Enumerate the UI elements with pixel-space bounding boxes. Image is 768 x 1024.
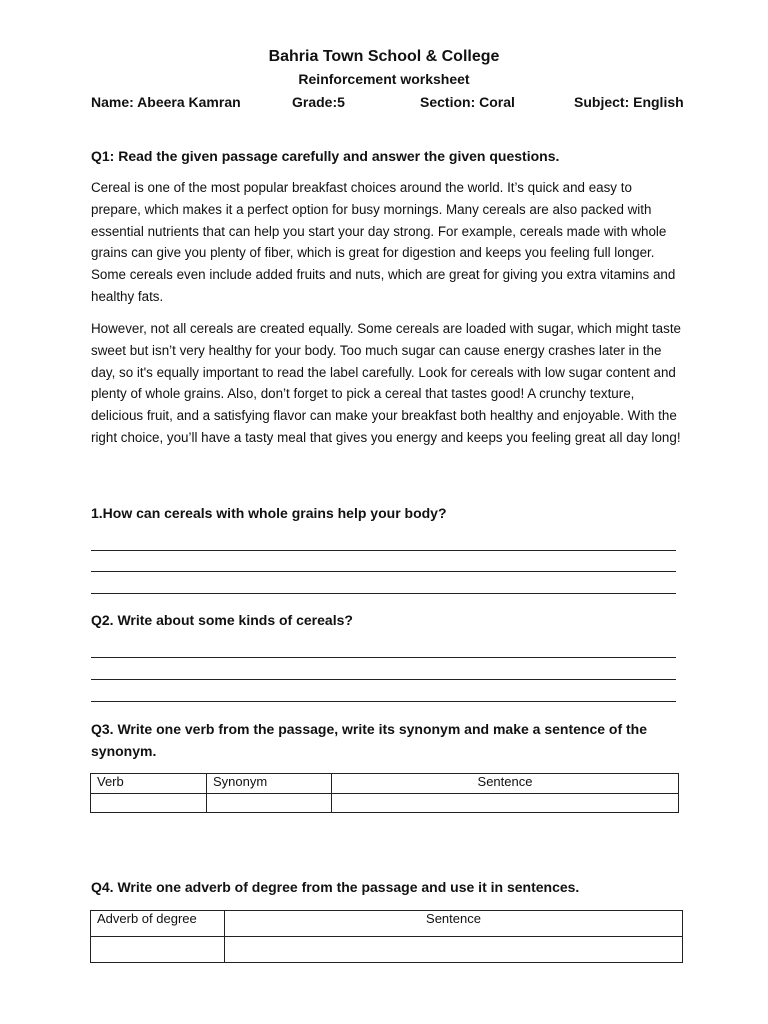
answer-line[interactable] <box>91 571 676 572</box>
answer-line[interactable] <box>91 701 676 702</box>
q2-heading: Q2. Write about some kinds of cereals? <box>91 612 353 628</box>
subject: Subject: English <box>574 94 684 110</box>
q3-heading: Q3. Write one verb from the passage, write its synonym and make a sentence of the synonym. <box>91 721 648 759</box>
q3-col-verb: Verb <box>91 774 207 794</box>
school-title: Bahria Town School & College <box>268 48 500 65</box>
q4-adverb-cell[interactable] <box>91 937 225 963</box>
q3-verb-cell[interactable] <box>91 794 207 813</box>
q3-col-sentence: Sentence <box>332 774 679 794</box>
q4-heading: Q4. Write one adverb of degree from the passage and use it in sentences. <box>91 879 580 895</box>
q4-col-sentence: Sentence <box>225 911 683 937</box>
q3-synonym-cell[interactable] <box>207 794 332 813</box>
student-grade: Grade:5 <box>292 94 345 110</box>
passage-paragraph-1: Cereal is one of the most popular breakfast choices around the world. It’s quick and easy to prepare, which makes it a perfect option for busy mornings. Many cereals are also packed with essential nutrients that can help you start your day strong. For example, cereals made with whole grains can give you plenty of fiber, which is great for digestion and keeps you feeling full longer. Some cereals even include added fruits and nuts, which are great for giving you extra vitamins and healthy fats. <box>91 180 676 304</box>
answer-line[interactable] <box>91 679 676 680</box>
q3-col-synonym: Synonym <box>207 774 332 794</box>
answer-line[interactable] <box>91 593 676 594</box>
q3-table <box>90 773 679 813</box>
q4-col-adverb: Adverb of degree <box>91 911 225 937</box>
q3-sentence-cell[interactable] <box>332 794 679 813</box>
q1-question-1: 1.How can cereals with whole grains help your body? <box>91 505 447 521</box>
student-section: Section: Coral <box>420 94 515 110</box>
answer-line[interactable] <box>91 657 676 658</box>
student-name: Name: Abeera Kamran <box>91 94 241 110</box>
passage-paragraph-2: However, not all cereals are created equally. Some cereals are loaded with sugar, which might taste sweet but isn’t very healthy for your body. Too much sugar can cause energy crashes later in the day, so it's equally important to read the label carefully. Look for cereals with low sugar content and plenty of whole grains. Also, don’t forget to pick a cereal that tastes good! A crunchy texture, delicious fruit, and a satisfying flavor can make your breakfast both healthy and enjoyable. With the right choice, you’ll have a tasty meal that gives you energy and keeps you feeling great all day long! <box>91 321 681 445</box>
worksheet-title: Reinforcement worksheet <box>298 71 470 87</box>
q4-table <box>90 910 683 963</box>
q1-heading: Q1: Read the given passage carefully and answer the given questions. <box>91 148 560 164</box>
q4-sentence-cell[interactable] <box>225 937 683 963</box>
answer-line[interactable] <box>91 550 676 551</box>
